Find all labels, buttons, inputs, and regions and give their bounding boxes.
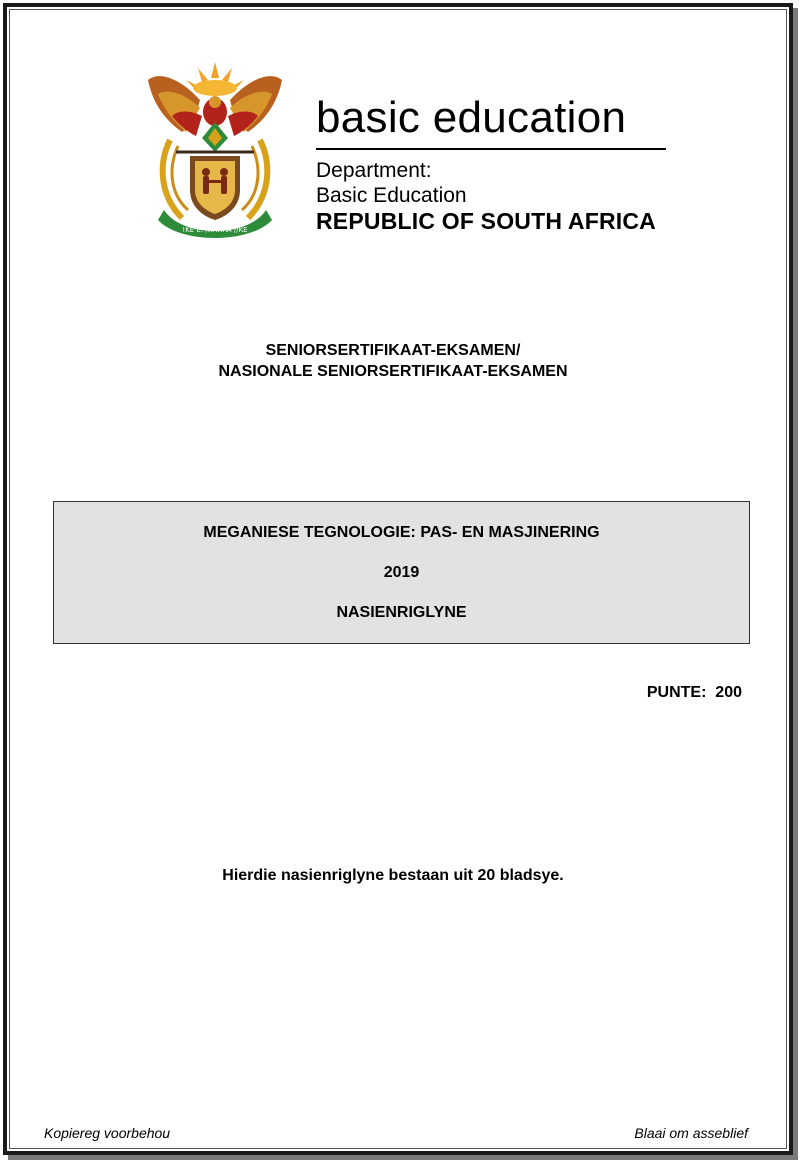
copyright-notice: Kopiereg voorbehou [44, 1125, 171, 1141]
department-label: Department: [316, 159, 432, 182]
exam-heading [0, 340, 786, 382]
turn-over-notice: Blaai om asseblief [634, 1125, 748, 1141]
exam-heading-line1: SENIORSERTIFIKAAT-EKSAMEN/ [265, 342, 521, 359]
exam-year: 2019 [383, 564, 420, 581]
department-brand [316, 92, 666, 235]
exam-heading-line2: NASIONALE SENIORSERTIFIKAAT-EKSAMEN [218, 363, 568, 380]
country-name: REPUBLIC OF SOUTH AFRICA [316, 208, 656, 234]
coat-of-arms-icon [142, 60, 288, 238]
total-marks: PUNTE: 200 [646, 684, 742, 701]
subject-title: MEGANIESE TEGNOLOGIE: PAS- EN MASJINERING [203, 524, 600, 541]
document-type: NASIENRIGLYNE [336, 604, 467, 621]
logo-motto: !KE E: /XARRA //KE [182, 226, 248, 234]
brand-name: basic education [316, 92, 666, 150]
page-count-statement: Hierdie nasienriglyne bestaan uit 20 bladsye. [222, 867, 564, 884]
title-box [53, 501, 750, 644]
department-name: Basic Education [316, 184, 467, 207]
